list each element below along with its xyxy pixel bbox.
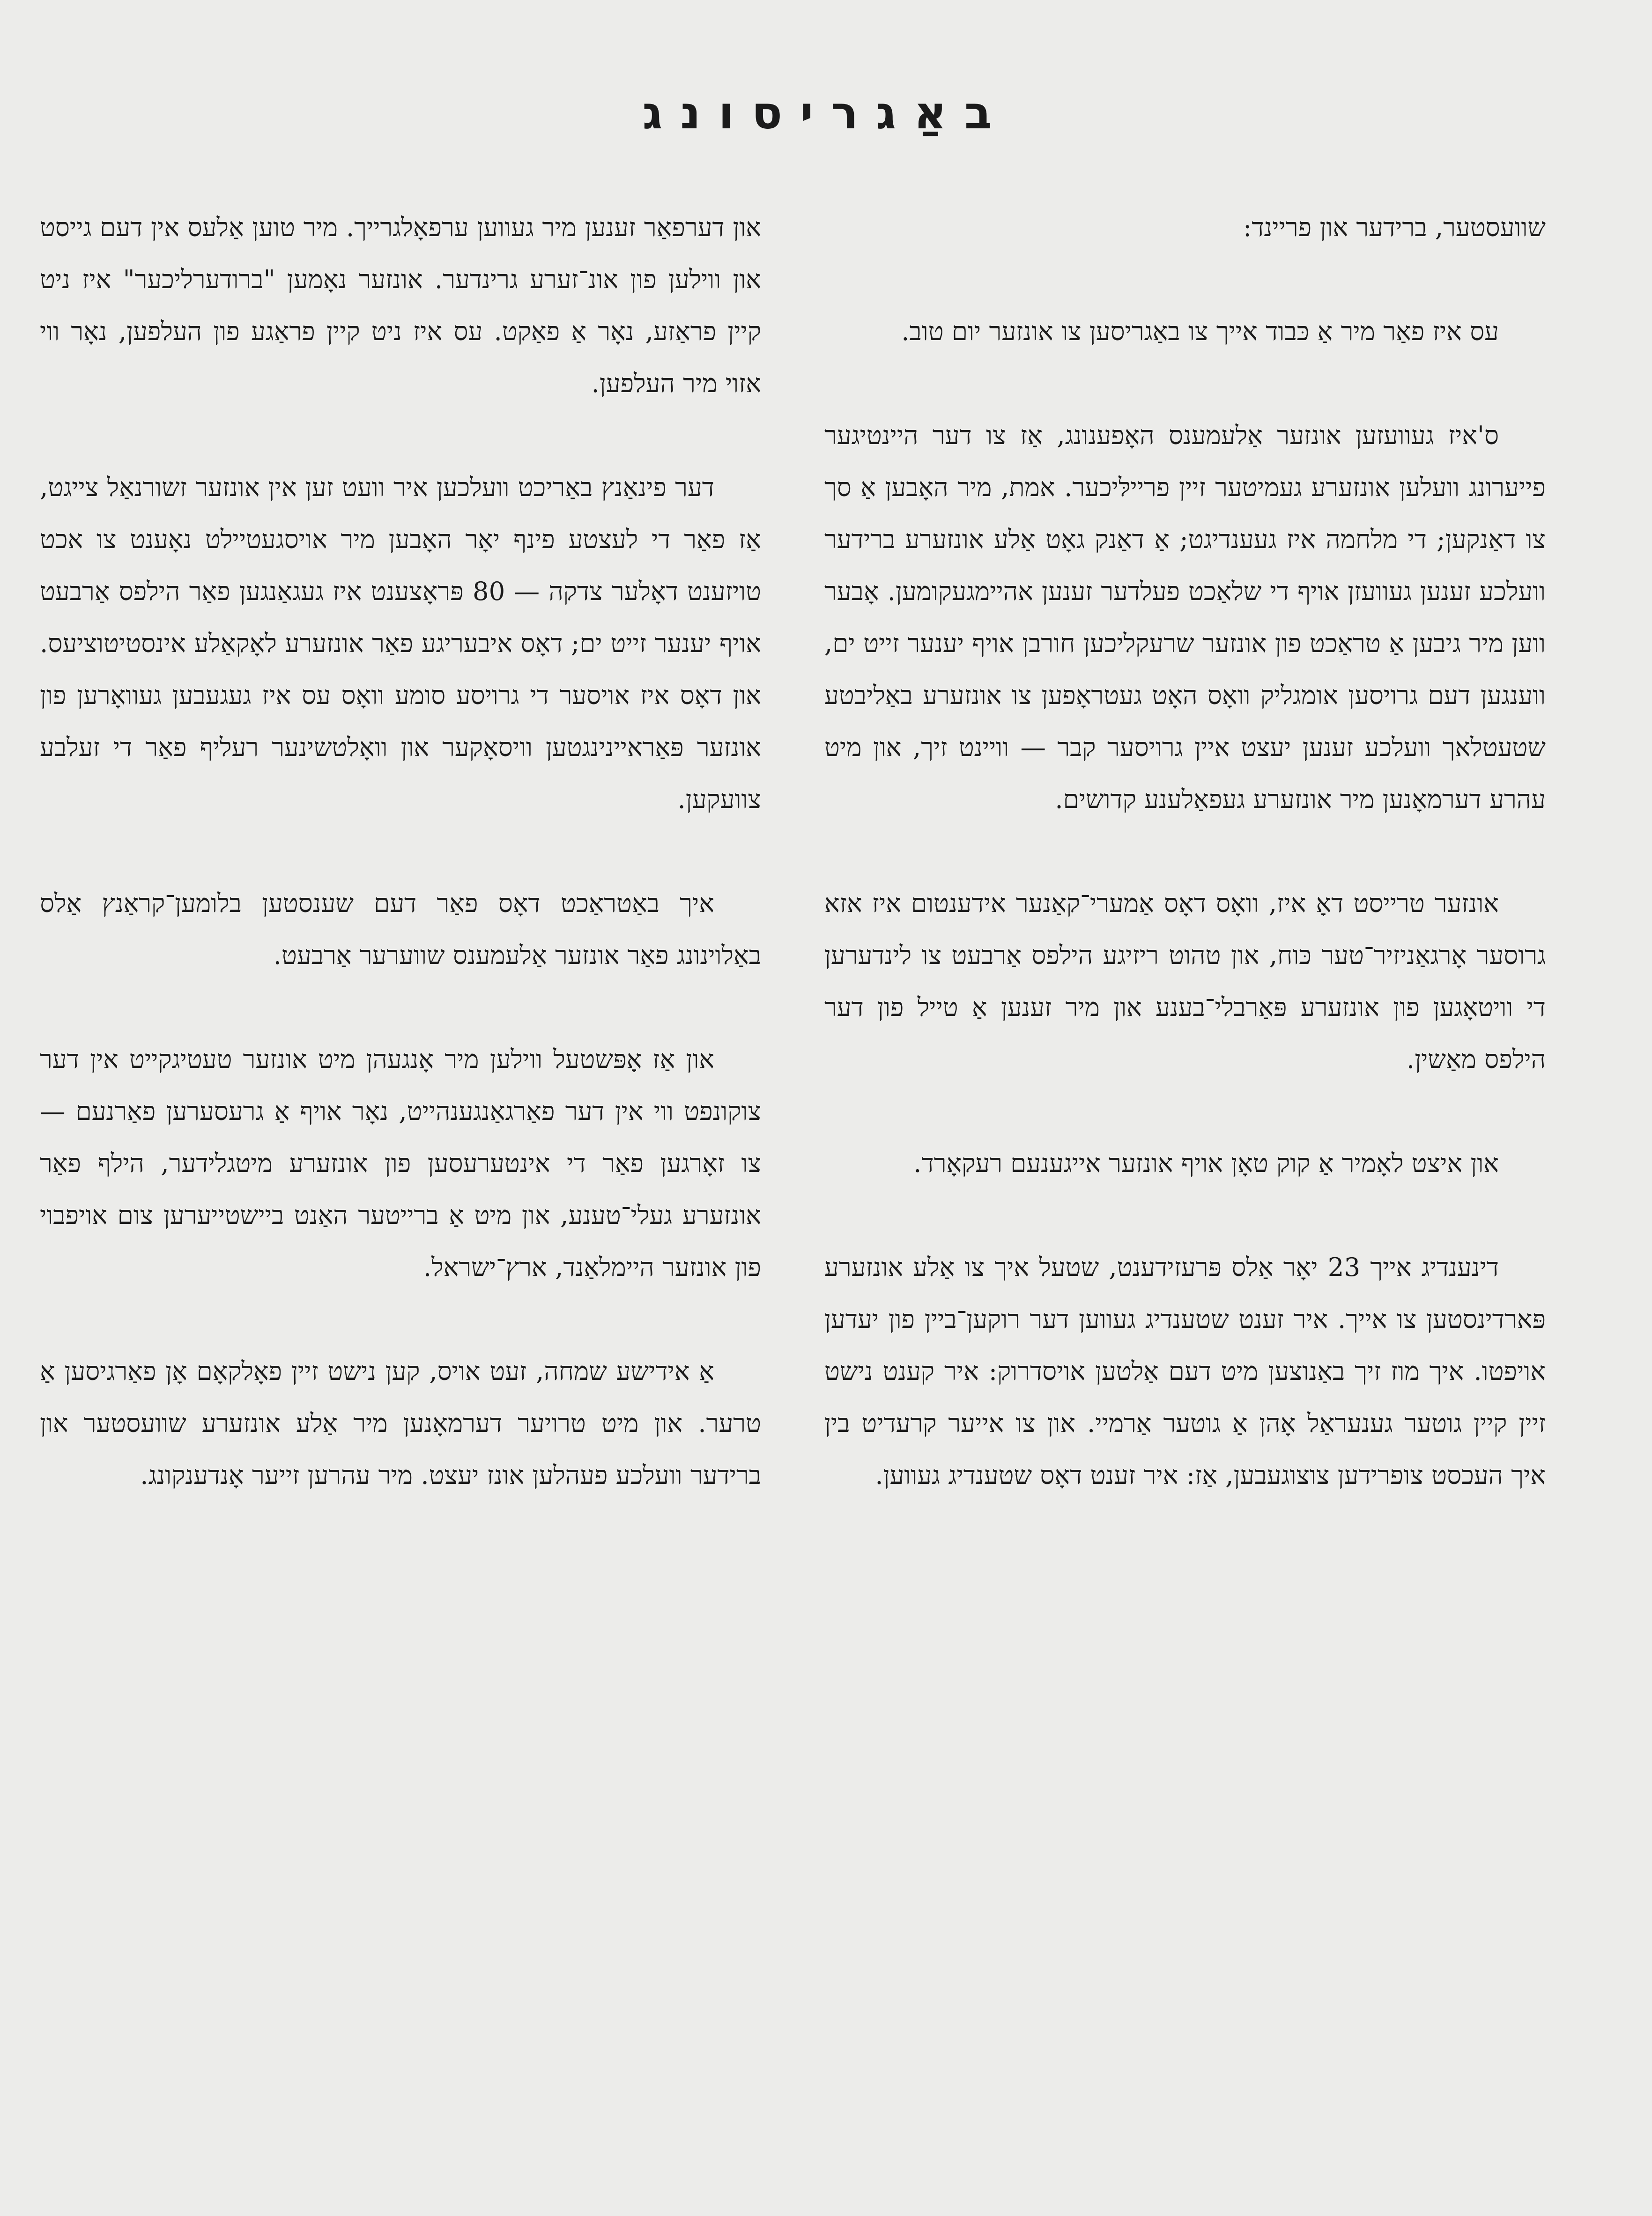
paragraph: ס'איז געוועזען אונזער אַלעמענס האָפענונג, אַז צו דער היינטיגער פייערונג וועלען אונזערע געמיטער זיין פריילּיכער. אמת, מיר האָבען אַ סך צו דאַנקען; די מלחמה איז געענדיגט; אַ דאַנק גאָט אַלע אונזערע ברידער וועלכע זענען געוועזן אויף די שלאַכט פעלדער זענען אהיימגעקומען. אָבער ווען מיר גיבען אַ טראַכט פון אונזער שרעקליכען חורבן אויף יענער זייט ים, ווענגען דעם גרויסען אומגליק וואָס האָט געטראָפען צו אונזערע באַליבטע שטעטלאך וועלכע זענען יעצט איין גרויסער קבר — וויינט זיך, און מיט עהרע דערמאָנען מיר אונזערע געפאַלענע קדושים.: [824, 420, 1546, 814]
page-title: באַגריסונג: [642, 87, 1010, 139]
paragraph: און איצט לאָמיר אַ קוק טאָן אויף אונזער אייגענעם רעקאָרד.: [913, 1148, 1499, 1178]
salutation: שוועסטער, ברידער און פריינד:: [1243, 212, 1546, 242]
paragraph: אַ אידישע שמחה, זעט אויס, קען נישט זיין פאָלקאָם אָן פאַרגיסען אַ טרער. און מיט טרויער דערמאָנען מיר אַלע אונזערע שוועסטער און ברידער וועלכע פעהלען אונז יעצט. מיר עהרען זייער אָנדענקונג.: [40, 1356, 761, 1490]
paragraph: אונזער טרייסט דאָ איז, וואָס דאָס אַמערי־קאַנער אידענטום איז אזא גרוסער אָרגאַניזיר־טער כּוח, און טהוט ריזיגע הילפס אַרבעט צו לינדערען די וויטאָגען פון אונזערע פּאַרבלי־בענע און מיר זענען אַ טייל פון דער הילפס מאַשין.: [824, 888, 1546, 1074]
paragraph: איך באַטראַכט דאָס פאַר דעם שענסטען בלומען־קראַנץ אַלס באַלוינונג פאַר אונזער אַלעמענס שווערער אַרבעט.: [40, 888, 761, 970]
paragraph: און אַז אָפּשטעל ווילען מיר אָנגעהן מיט אונזער טעטיגקייט אין דער צוקונפט ווי אין דער פאַרגאַנגענהייט, נאָר אויף אַ גרעסערען פאַרנעם — צו זאָרגען פאַר די אינטערעסען פון אונזערע מיטגלידער, הילף פאַר אונזערע געלי־טענע, און מיט אַ ברייטער האַנט ביישטייערען צום אויפבוי פון אונזער היימלאַנד, ארץ־ישראל.: [40, 1044, 761, 1282]
paragraph: עס איז פאַר מיר אַ כּבוד אייך צו באַגריסען צו אונזער יום טוב.: [901, 316, 1499, 346]
paragraph: דער פינאַנץ באַריכט וועלכען איר וועט זען אין אונזער זשורנאַל צייגט, אַז פאַר די לעצטע פינף יאָר האָבען מיר אויסגעטיילט נאָענט צו אכט טויזענט דאָלער צדקה — 80 פּראָצענט איז געגאַנגען פאַר הילפס אַרבעט אויף יענער זייט ים; דאָס איבעריגע פאַר אונזערע לאָקאַלע אינסטיטוציעס. און דאָס איז אויסער די גרויסע סומע וואָס עס איז געגעבען געוואָרען פון אונזער פּאַראיינינגטען וויסאָקער און וואָלטשינער רעליף פאַר די זעלבע צוועקען.: [40, 472, 761, 814]
paragraph: דינענדיג אייך 23 יאָר אַלס פּרעזידענט, שטעל איך צו אַלע אונזערע פּארדינסטען צו אייך. איר זענט שטענדיג געווען דער רוקען־ביין פון יעדען אויפטו. איך מוז זיך באַנוצען מיט דעם אַלטען אויסדרוק: איר קענט נישט זיין קיין גוטער גענעראַל אָהן אַ גוטער אַרמיי. און צו אייער קרעדיט בין איך העכסט צופרידען צוצוגעבען, אַז: איר זענט דאָס שטענדיג געווען.: [824, 1252, 1546, 1490]
right-column: [824, 201, 1546, 1553]
paragraph: און דערפאַר זענען מיר געווען ערפאָלגרייך. מיר טוען אַלעס אין דעם גייסט און ווילען פון אונ־זערע גרינדער. אונזער נאָמען "ברודערליכער" איז ניט קיין פראַזע, נאָר אַ פאַקט. עס איז ניט קיין פראַגע פון העלפען, נאָר ווי אזוי מיר העלפען.: [40, 212, 761, 398]
left-column: [40, 201, 761, 1553]
